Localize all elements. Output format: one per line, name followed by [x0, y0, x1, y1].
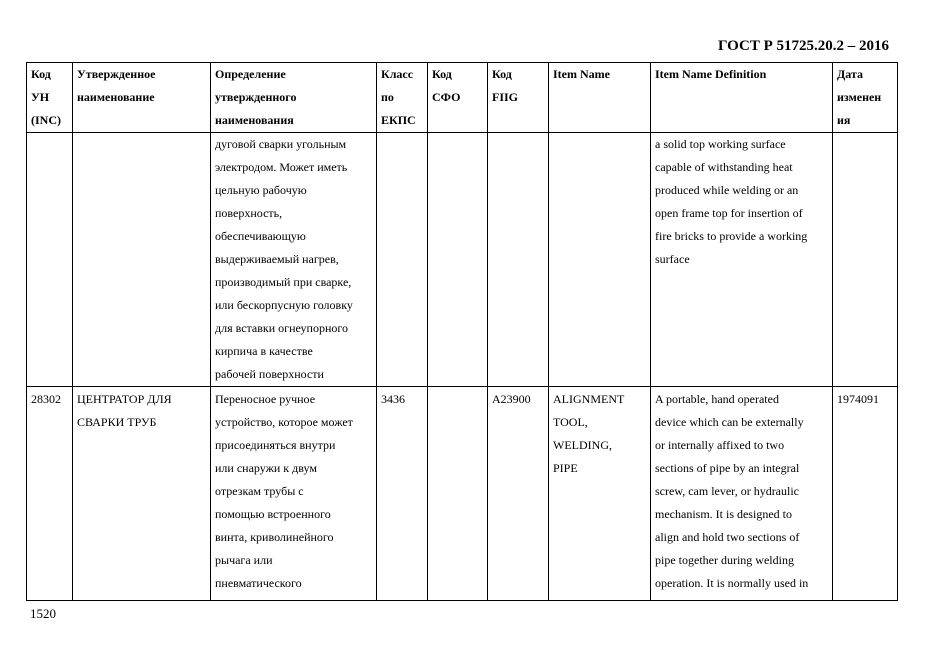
header-inc-code: Код УН (INC): [27, 63, 73, 133]
cell-item-name: [549, 133, 651, 387]
table-row: [27, 133, 898, 387]
cell-inc-code: [27, 133, 73, 387]
header-item-name: Item Name: [549, 63, 651, 133]
page-number: 1520: [30, 606, 56, 621]
header-item-name-definition: Item Name Definition: [651, 63, 833, 133]
cell-change-date: 1974091: [833, 387, 898, 601]
cell-fiig-code: [488, 133, 549, 387]
cell-item-name-definition: a solid top working surface capable of withstanding heat produced while welding or an open frame top for insertion of fire bricks to provide a working surface: [651, 133, 833, 387]
cell-sfo-code: [428, 133, 488, 387]
document-title: ГОСТ Р 51725.20.2 – 2016: [717, 38, 889, 54]
cell-change-date: [833, 133, 898, 387]
table-header-row: [27, 63, 898, 133]
cell-inc-code: 28302: [27, 387, 73, 601]
cell-item-name-definition: A portable, hand operated device which can be externally or internally affixed to two sections of pipe by an integral screw, cam lever, or hydraulic mechanism. It is designed to align and hold two sections of pipe together during welding operation. It is normally used in: [651, 387, 833, 601]
nomenclature-table: [26, 62, 898, 601]
cell-approved-name: ЦЕНТРАТОР ДЛЯ СВАРКИ ТРУБ: [73, 387, 211, 601]
cell-ekps-class: [377, 133, 428, 387]
cell-definition: дуговой сварки угольным электродом. Может иметь цельную рабочую поверхность, обеспечивающую выдерживаемый нагрев, производимый при сварке, или бескорпусную головку для вставки огнеупорного кирпича в качестве рабочей поверхности: [211, 133, 377, 387]
cell-ekps-class: 3436: [377, 387, 428, 601]
cell-item-name: ALIGNMENT TOOL, WELDING, PIPE: [549, 387, 651, 601]
header-ekps-class: Класс по ЕКПС: [377, 63, 428, 133]
cell-definition: Переносное ручное устройство, которое может присоединяться внутри или снаружи к двум отрезкам трубы с помощью встроенного винта, криволинейного рычага или пневматического: [211, 387, 377, 601]
header-approved-name: Утвержденное наименование: [73, 63, 211, 133]
cell-fiig-code: A23900: [488, 387, 549, 601]
cell-sfo-code: [428, 387, 488, 601]
header-fiig-code: Код FIIG: [488, 63, 549, 133]
header-sfo-code: Код СФО: [428, 63, 488, 133]
cell-approved-name: [73, 133, 211, 387]
header-change-date: Дата изменен ия: [833, 63, 898, 133]
header-definition: Определение утвержденного наименования: [211, 63, 377, 133]
table-row: [27, 387, 898, 601]
